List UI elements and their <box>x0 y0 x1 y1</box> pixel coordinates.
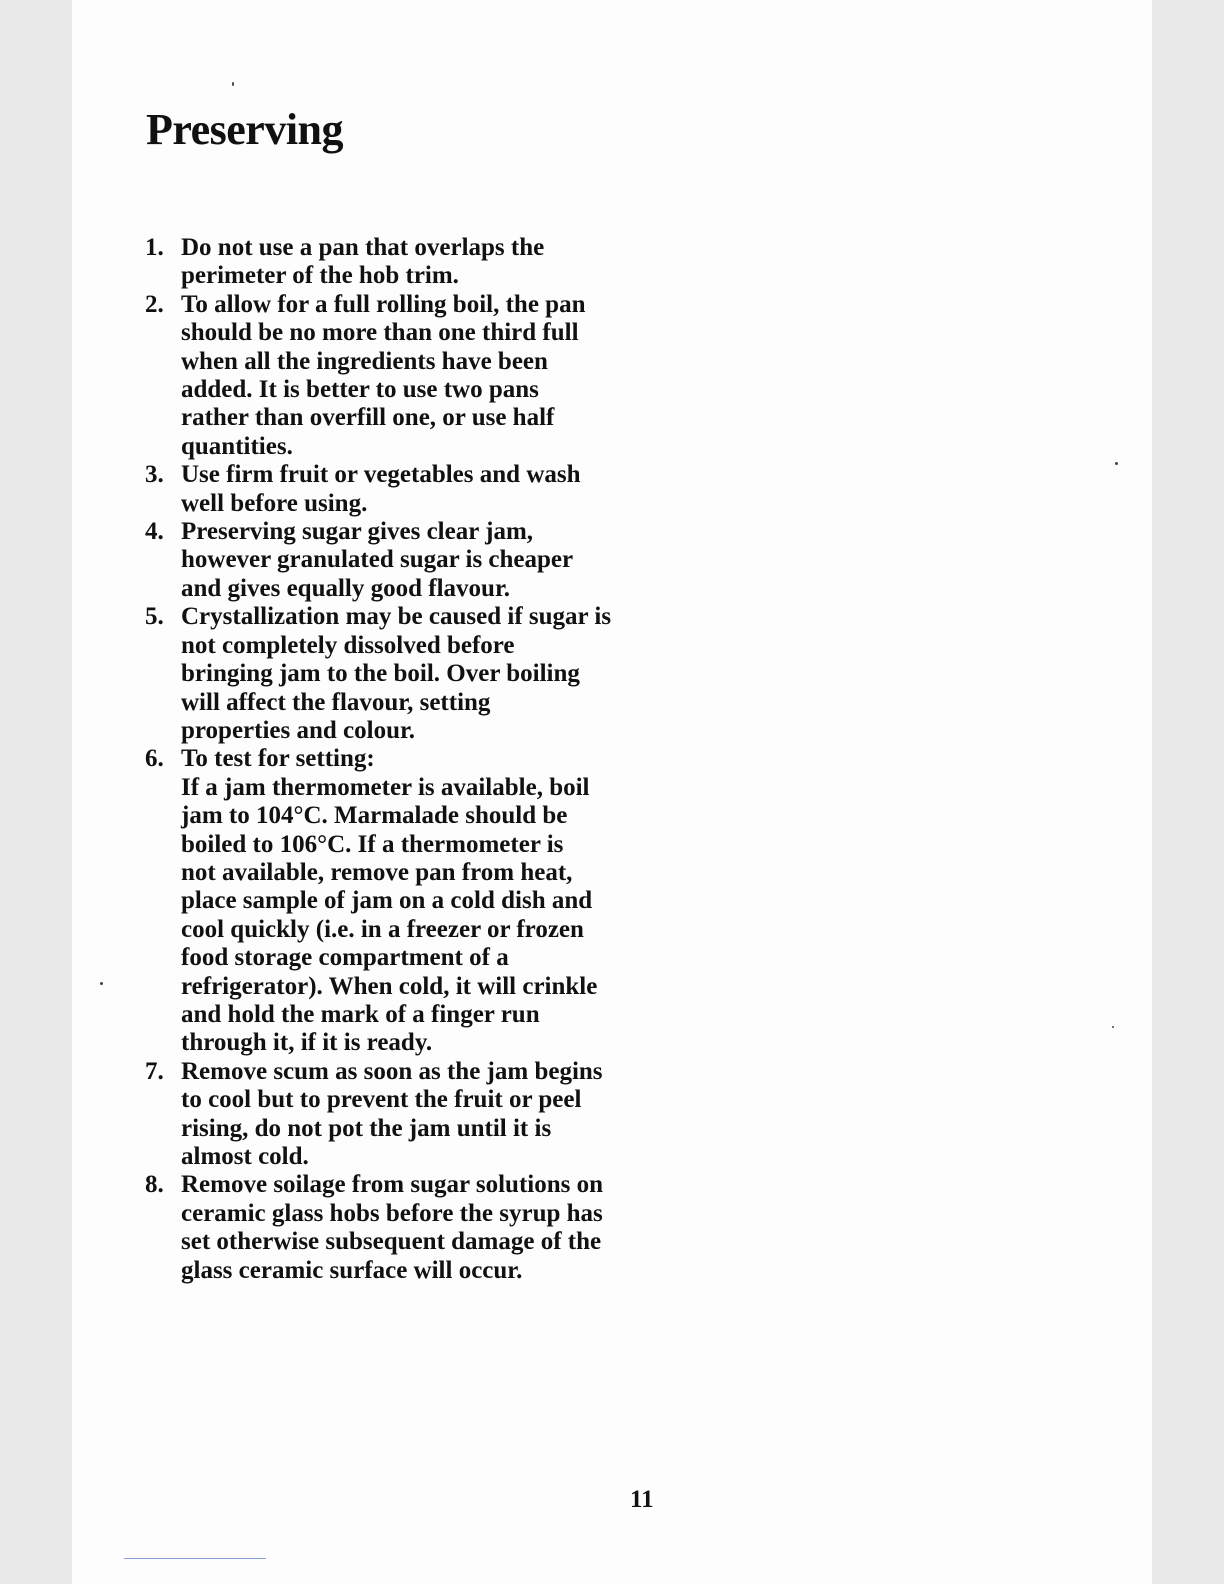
list-item <box>140 291 626 461</box>
scan-speck <box>232 82 234 86</box>
list-item <box>140 234 626 291</box>
page-number: 11 <box>630 1486 654 1513</box>
list-item <box>140 745 626 1057</box>
list-item <box>140 1058 626 1172</box>
item-text: Remove soilage from sugar solutions on ceramic glass hobs before the syrup has set otherwise subsequent damage of the glass ceramic surface will occur. <box>181 1171 603 1284</box>
scan-speck <box>1115 462 1118 465</box>
item-number: 2. <box>145 290 164 318</box>
item-text: Crystallization may be caused if sugar is not completely dissolved before bringing jam to the boil. Over boiling will affect the flavour, setting properties and colour. <box>181 603 612 744</box>
item-number: 4. <box>145 518 164 546</box>
footer-divider <box>124 1558 266 1559</box>
item-number: 8. <box>145 1171 164 1199</box>
item-number: 7. <box>145 1057 164 1085</box>
item-text: Do not use a pan that overlaps the perimeter of the hob trim. <box>181 234 545 290</box>
item-text: Remove scum as soon as the jam begins to cool but to prevent the fruit or peel rising, do not pot the jam until it is almost cold. <box>181 1057 603 1170</box>
scan-speck <box>100 982 103 985</box>
list-item <box>140 603 626 745</box>
item-number: 6. <box>145 745 164 773</box>
page-title: Preserving <box>146 105 344 154</box>
item-number: 5. <box>145 603 164 631</box>
instruction-list <box>140 234 626 1285</box>
item-number: 3. <box>145 461 164 489</box>
list-item <box>140 461 626 518</box>
item-text: Preserving sugar gives clear jam, however granulated sugar is cheaper and gives equally good flavour. <box>181 518 574 602</box>
item-text: To test for setting: If a jam thermometer is available, boil jam to 104°C. Marmalade should be boiled to 106°C. If a thermometer is not available, remove pan from heat, place sample of jam on a cold dish and cool quickly (i.e. in a freezer or frozen food storage compartment of a refrigerator). When cold, it will crinkle and hold the mark of a finger run through it, if it is ready. <box>181 745 598 1057</box>
list-item <box>140 518 626 603</box>
item-number: 1. <box>145 234 164 261</box>
item-text: To allow for a full rolling boil, the pan should be no more than one third full when all the ingredients have been added. It is better to use two pans rather than overfill one, or use half quantities. <box>181 290 586 460</box>
item-text: Use firm fruit or vegetables and wash well before using. <box>181 461 581 517</box>
scan-speck <box>1112 1026 1114 1028</box>
list-item <box>140 1171 626 1285</box>
